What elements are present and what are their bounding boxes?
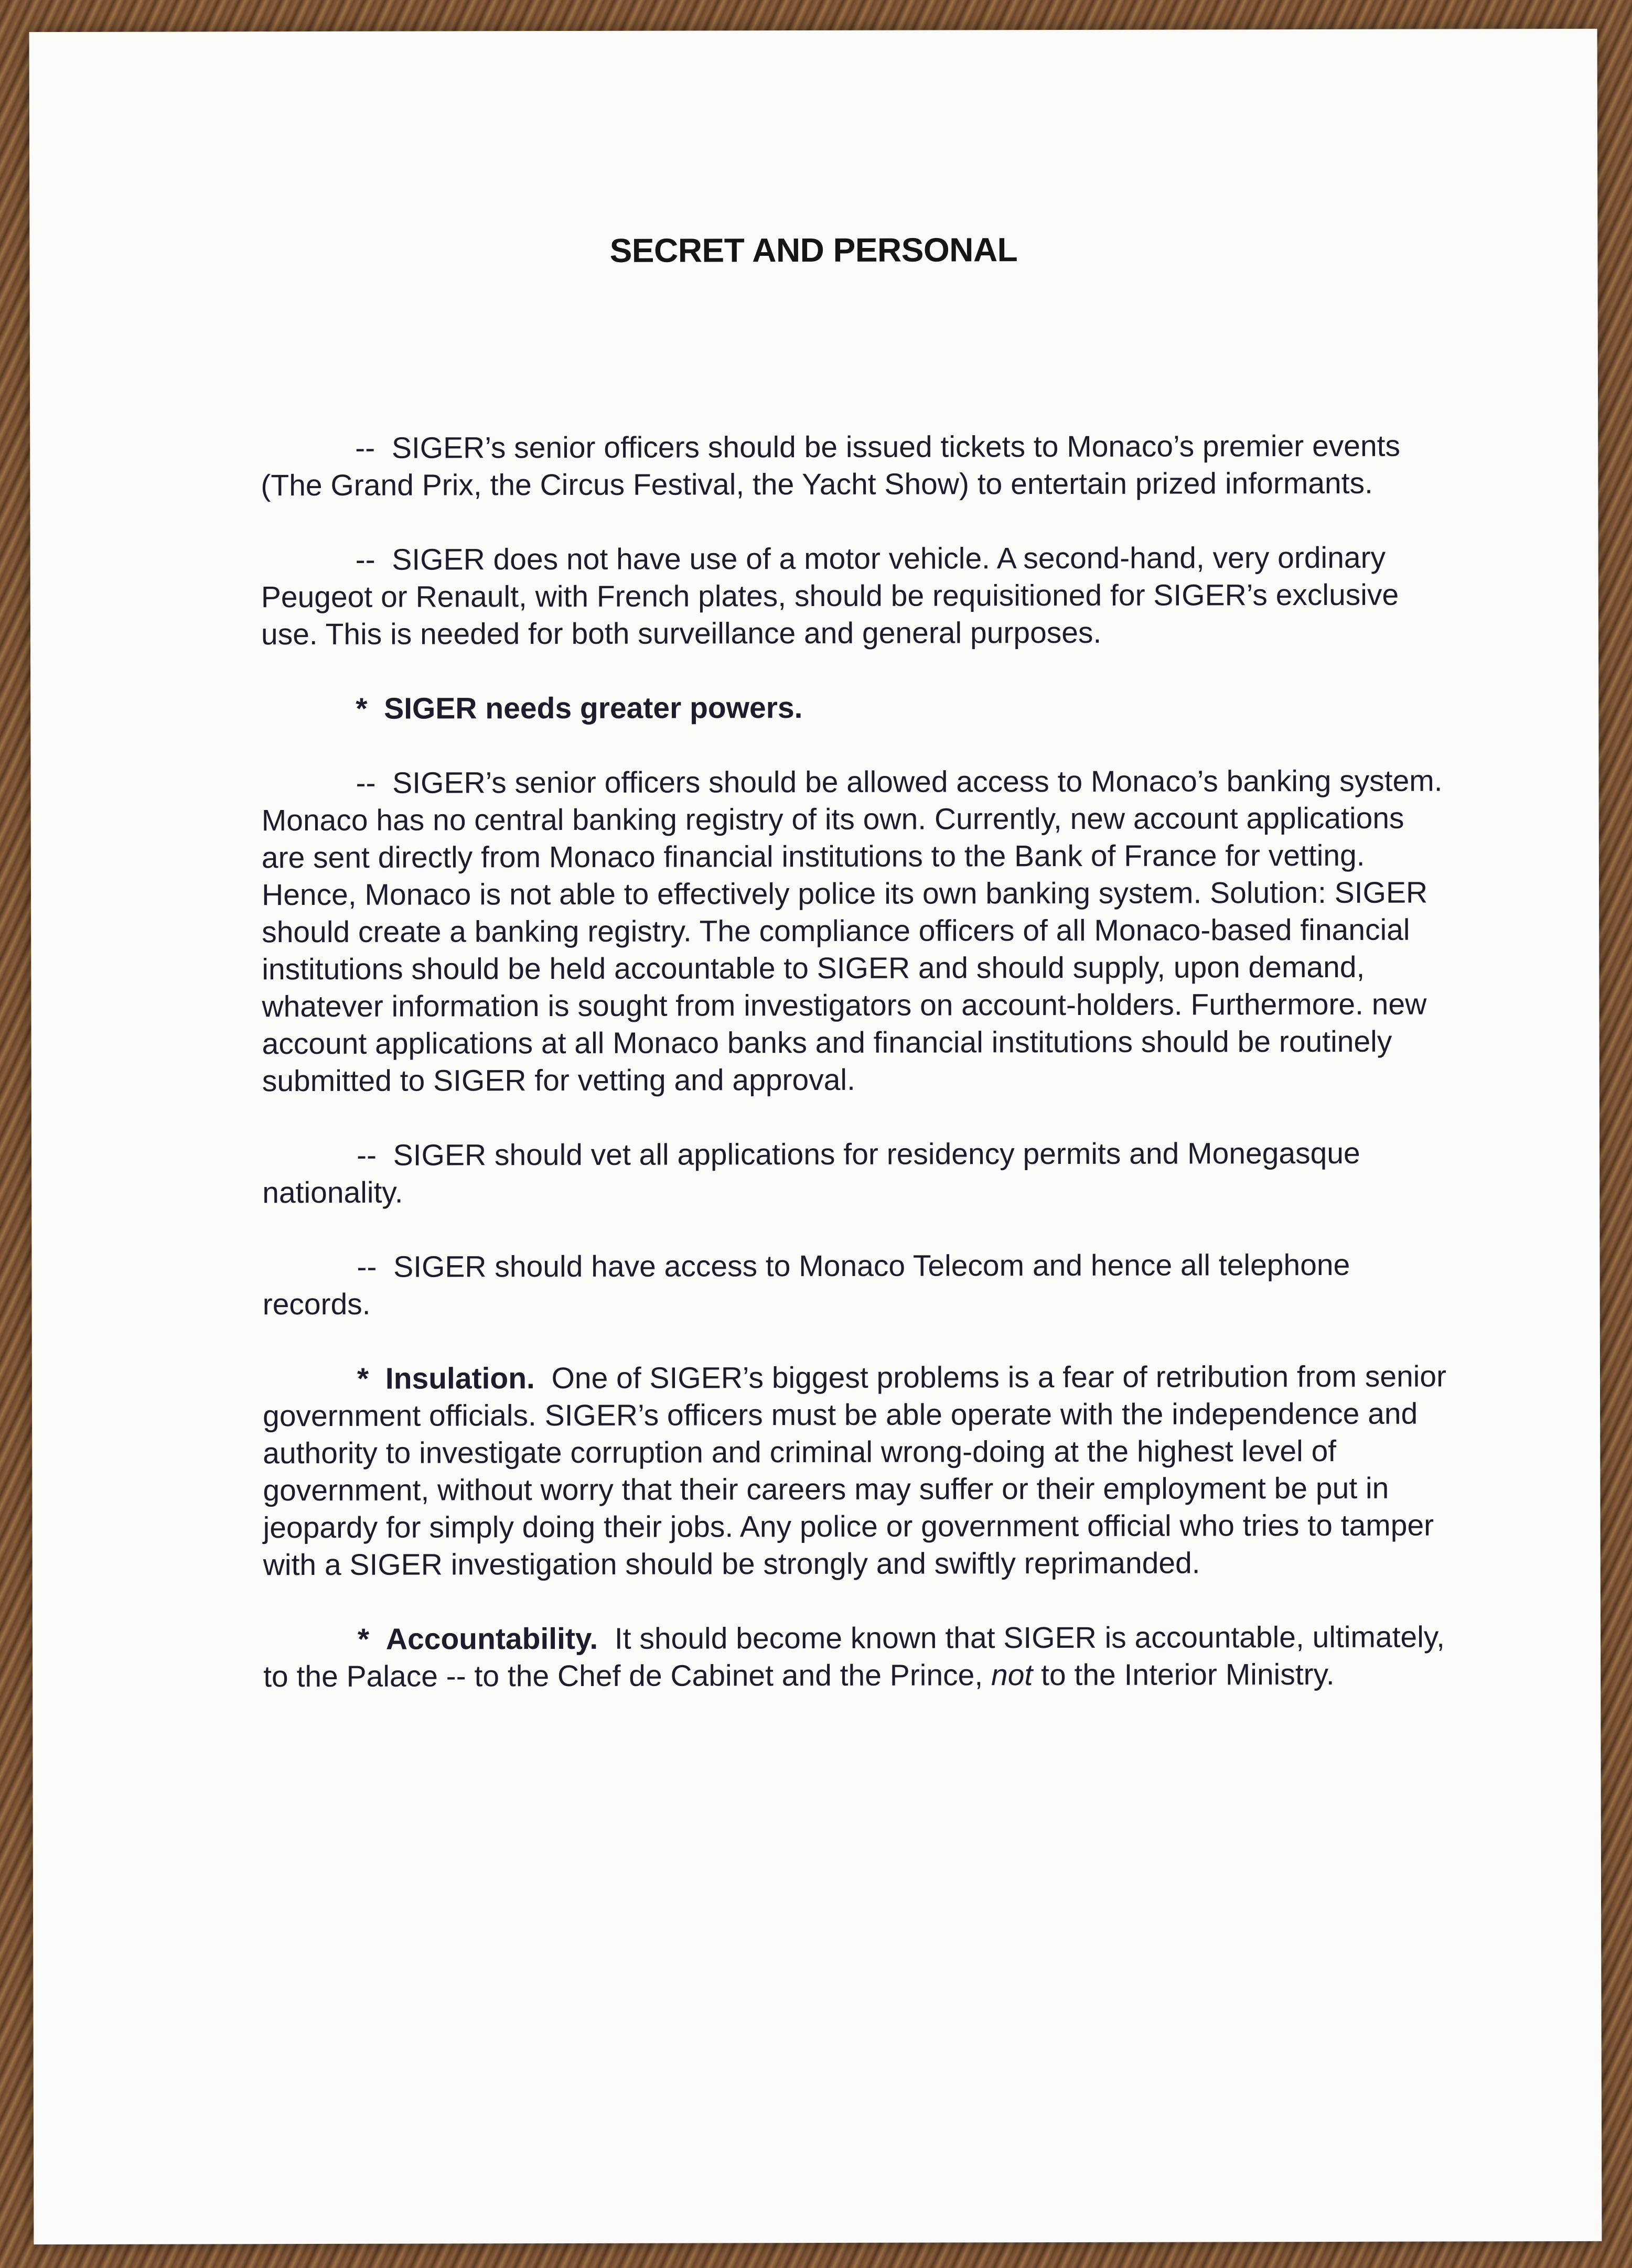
bullet-marker: * xyxy=(357,1622,370,1656)
paragraph-text-before: It should become known that SIGER is accountable, ultimately, to the Palace -- to the Chef de Cabinet and the Prince, xyxy=(263,1620,1445,1694)
dash-marker: -- xyxy=(355,431,375,465)
paragraph-text-after: to the Interior Ministry. xyxy=(1041,1657,1335,1692)
paragraph-residency-permits xyxy=(262,1135,1447,1212)
paragraph-accountability xyxy=(263,1618,1448,1695)
paragraph-heading-accountability: Accountability. xyxy=(385,1622,598,1656)
emphasized-word: not xyxy=(991,1658,1033,1692)
paragraph-insulation xyxy=(263,1358,1448,1584)
paragraph-motor-vehicle xyxy=(261,539,1446,653)
paragraph-banking-system xyxy=(262,762,1447,1100)
paragraph-text: SIGER should vet all applications for residency permits and Monegasque nationality. xyxy=(262,1136,1360,1210)
paragraph-text: One of SIGER’s biggest problems is a fear of retribution from senior government officials. SIGER’s officers must be able operate with the independence and authority to investigate corruption and criminal wrong-doing at the highest level of government, without worry that their careers may suffer or their employment be put in jeopardy for simply doing their jobs. Any police or government official who tries to tamper with a SIGER investigation should be strongly and swiftly reprimanded. xyxy=(263,1359,1447,1582)
section-heading: SIGER needs greater powers. xyxy=(384,691,803,726)
paragraph-event-tickets xyxy=(261,427,1446,504)
document-body xyxy=(261,427,1448,1733)
document-page xyxy=(29,29,1602,2244)
bullet-marker: * xyxy=(357,1362,369,1396)
dash-marker: -- xyxy=(355,543,375,577)
document-title: SECRET AND PERSONAL xyxy=(609,231,1018,269)
paragraph-text: SIGER’s senior officers should be allowed access to Monaco’s banking system. Monaco has no central banking registry of its own. Currently, new account applications are sent directly from Monaco financial institutions to the Bank of France for vetting. Hence, Monaco is not able to effectively police its own banking system. Solution: SIGER should create a banking registry. The compliance officers of all Monaco-based financial institutions should be held accountable to SIGER and should supply, upon demand, whatever information is sought from investigators on account-holders. Furthermore. new account applications at all Monaco banks and financial institutions should be routinely submitted to SIGER for vetting and approval. xyxy=(261,764,1443,1098)
bullet-marker: * xyxy=(356,692,368,726)
dash-marker: -- xyxy=(356,766,376,800)
dash-marker: -- xyxy=(357,1250,377,1284)
paragraph-telecom-records xyxy=(262,1246,1447,1323)
paragraph-text: SIGER should have access to Monaco Telecom and hence all telephone records. xyxy=(262,1248,1350,1322)
paragraph-heading-insulation: Insulation. xyxy=(385,1362,535,1396)
section-heading-greater-powers xyxy=(261,688,1446,728)
paragraph-text: SIGER’s senior officers should be issued tickets to Monaco’s premier events (The Grand Prix, the Circus Festival, the Yacht Show) to entertain prized informants. xyxy=(261,429,1401,503)
dash-marker: -- xyxy=(357,1138,377,1172)
paragraph-text: SIGER does not have use of a motor vehicle. A second-hand, very ordinary Peugeot or Renault, with French plates, should be requisitioned for SIGER’s exclusive use. This is needed for both surveillance and general purposes. xyxy=(261,541,1399,652)
